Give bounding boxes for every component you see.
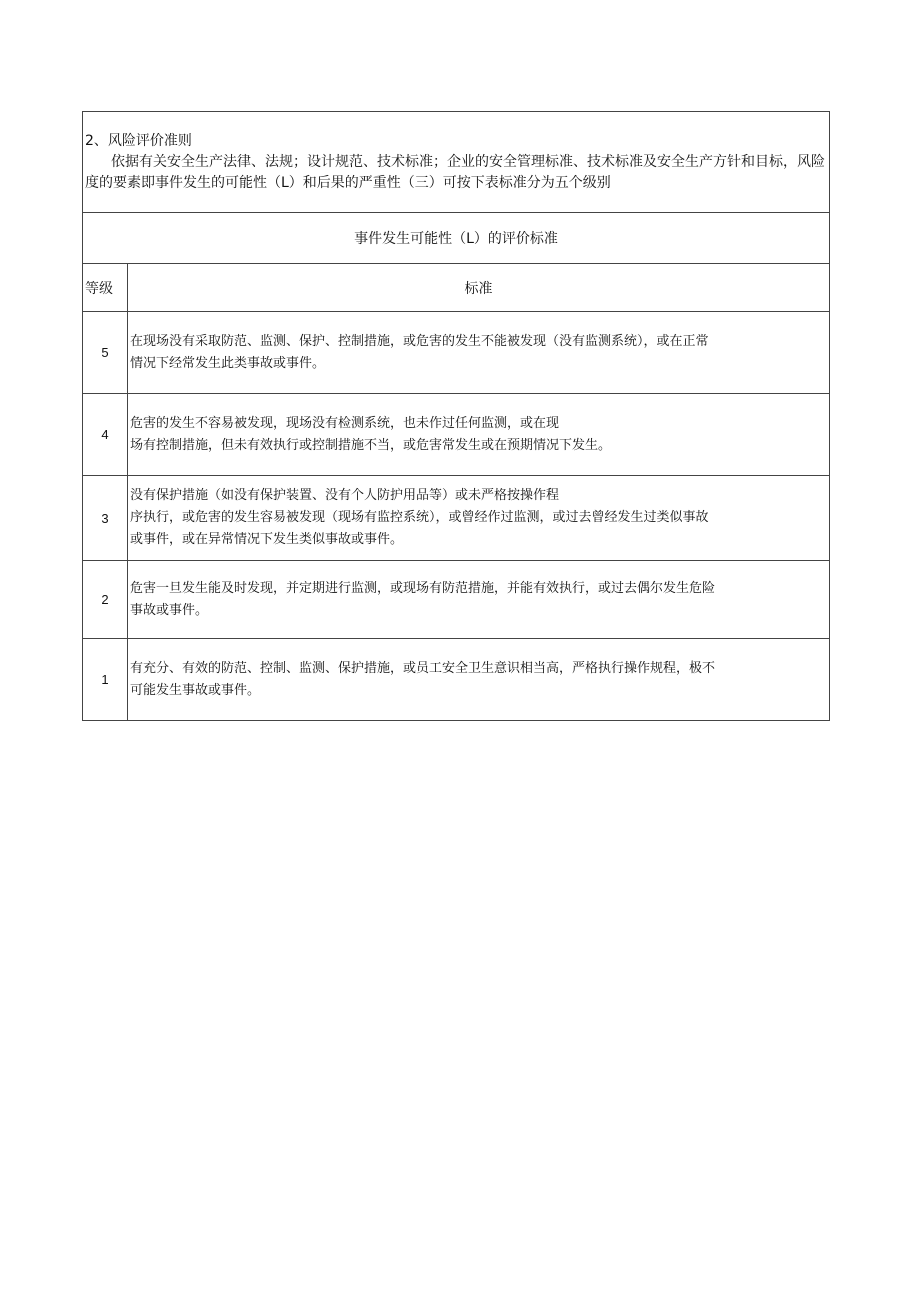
standard-line: 有充分、有效的防范、控制、监测、保护措施，或员工安全卫生意识相当高，严格执行操作规程，极不 [130,660,716,676]
level-cell: 4 [83,394,128,476]
standard-cell [128,312,830,394]
intro-paragraph: 依据有关安全生产法律、法规；设计规范、技术标准；企业的安全管理标准、技术标准及安全生产方针和目标，风险度的要素即事件发生的可能性（L）和后果的严重性（三）可按下表标准分为五个级别 [85,153,825,191]
table-row [83,394,830,476]
standard-line: 场有控制措施，但未有效执行或控制措施不当，或危害常发生或在预期情况下发生。 [130,437,612,453]
standard-line: 情况下经常发生此类事故或事件。 [130,355,326,371]
level-cell: 2 [83,561,128,639]
table-row [83,312,830,394]
risk-criteria-table [82,111,830,721]
standard-line: 序执行，或危害的发生容易被发现（现场有监控系统），或曾经作过监测，或过去曾经发生过类似事故 [130,510,709,525]
section-heading: 2、风险评价准则 [85,132,192,149]
standard-cell [128,561,830,639]
table-row [83,476,830,561]
standard-cell [128,394,830,476]
standard-line: 在现场没有采取防范、监测、保护、控制措施，或危害的发生不能被发现（没有监测系统），或在正常 [130,333,709,349]
standard-line: 没有保护措施（如没有保护装置、没有个人防护用品等）或未严格按操作程 [130,488,560,503]
header-standard: 标准 [128,264,830,312]
level-cell: 1 [83,639,128,721]
standard-line: 危害一旦发生能及时发现，并定期进行监测，或现场有防范措施，并能有效执行，或过去偶尔发生危险 [130,580,716,596]
standard-line: 可能发生事故或事件。 [130,682,261,698]
standard-line: 或事件，或在异常情况下发生类似事故或事件。 [130,532,404,547]
standard-line: 事故或事件。 [130,602,209,618]
intro-row [83,112,830,213]
standard-cell [128,639,830,721]
table-title: 事件发生可能性（L）的评价标准 [83,213,830,264]
intro-cell [83,112,830,213]
title-row [83,213,830,264]
level-cell: 3 [83,476,128,561]
table-row [83,639,830,721]
header-row [83,264,830,312]
standard-line: 危害的发生不容易被发现，现场没有检测系统，也未作过任何监测，或在现 [130,415,560,431]
header-level: 等级 [83,264,128,312]
standard-cell [128,476,830,561]
level-cell: 5 [83,312,128,394]
table-row [83,561,830,639]
